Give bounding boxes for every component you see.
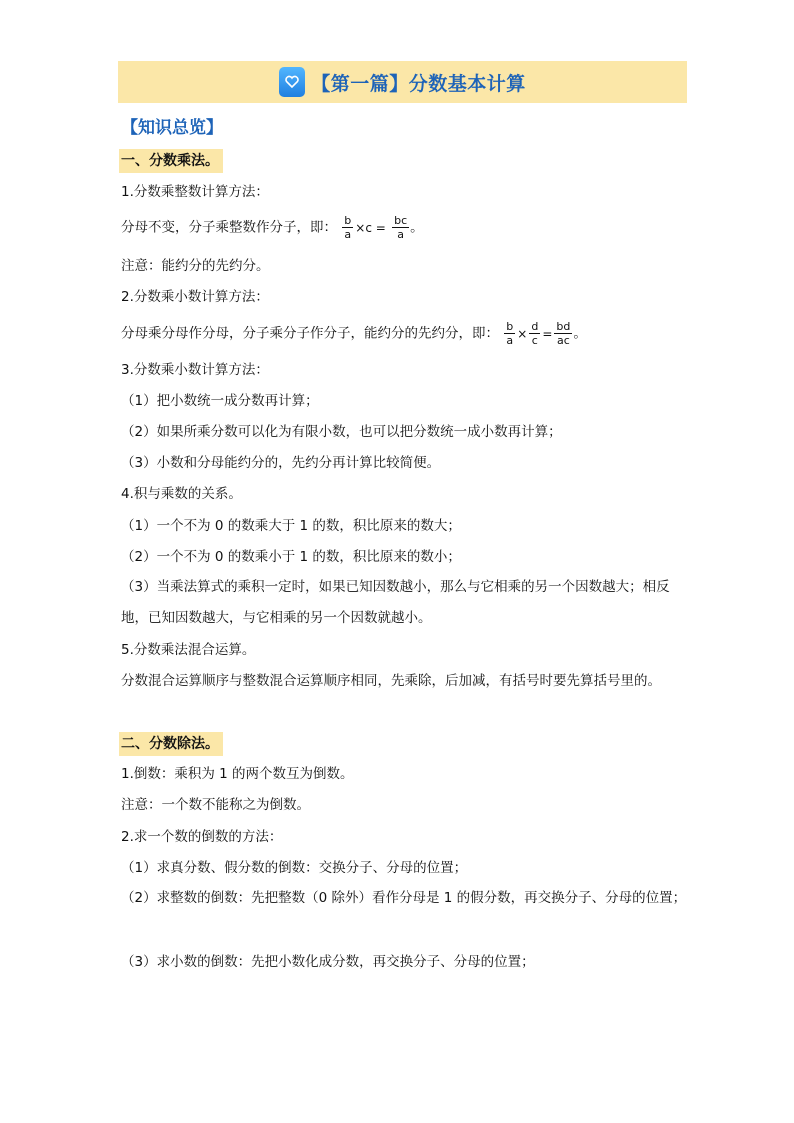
list-item: （1）求真分数、假分数的倒数：交换分子、分母的位置；: [121, 860, 468, 876]
rule-line: [121, 320, 587, 347]
note-line: 注意：一个数不能称之为倒数。: [121, 797, 310, 813]
list-item: （2）一个不为 0 的数乘小于 1 的数，积比原来的数小；: [121, 549, 461, 565]
list-item: （3）当乘法算式的乘积一定时，如果已知因数越小，那么与它相乘的另一个因数越大；相反地，已知因数越大，与它相乘的另一个因数就越小。: [121, 579, 670, 626]
rule-text: 分母不变，分子乘整数作分子，即：: [121, 219, 337, 236]
item-heading: 2.求一个数的倒数的方法：: [121, 829, 283, 845]
rule-text: 分母乘分母作分母，分子乘分子作分子，能约分的先约分，即：: [121, 325, 499, 342]
operator: ×: [517, 326, 528, 341]
note-line: 注意：能约分的先约分。: [121, 258, 270, 274]
section-heading-multiplication: 一、分数乘法。: [119, 149, 223, 173]
fraction: $\frac{b}{a}$: [506, 320, 514, 347]
heart-badge-icon: [279, 67, 305, 97]
fraction: $\frac{d}{c}$: [531, 320, 539, 347]
list-item: （2）如果所乘分数可以化为有限小数，也可以把分数统一成小数再计算；: [121, 424, 562, 440]
item-heading: 1.倒数：乘积为 1 的两个数互为倒数。: [121, 766, 354, 782]
operator: =: [542, 326, 553, 341]
item-heading: 1.分数乘整数计算方法：: [121, 184, 269, 200]
fraction: $\frac{bc}{a}$: [394, 214, 408, 241]
list-item: （1）把小数统一成分数再计算；: [121, 393, 319, 409]
item-heading: 5.分数乘法混合运算。: [121, 642, 256, 658]
formula-end: 。: [410, 219, 424, 236]
page-title: 【第一篇】分数基本计算: [311, 72, 526, 95]
list-item: （3）小数和分母能约分的，先约分再计算比较简便。: [121, 455, 441, 471]
fraction: $\frac{bd}{ac}$: [556, 320, 571, 347]
list-item: （1）一个不为 0 的数乘大于 1 的数，积比原来的数大；: [121, 518, 461, 534]
item-heading: 4.积与乘数的关系。: [121, 486, 242, 502]
formula-end: 。: [573, 325, 587, 342]
item-heading: 3.分数乘小数计算方法：: [121, 362, 269, 378]
overview-heading: 【知识总览】: [121, 118, 223, 138]
operator: ×c =: [355, 220, 386, 235]
section-heading-division: 二、分数除法。: [119, 732, 223, 756]
rule-line: [121, 214, 424, 241]
item-heading: 2.分数乘小数计算方法：: [121, 289, 269, 305]
paragraph: 分数混合运算顺序与整数混合运算顺序相同，先乘除，后加减，有括号时要先算括号里的。: [121, 673, 661, 689]
list-item: （2）求整数的倒数：先把整数（0 除外）看作分母是 1 的假分数，再交换分子、分母的位置；: [121, 890, 687, 906]
title-banner: [118, 61, 687, 103]
fraction: $\frac{b}{a}$: [344, 214, 352, 241]
list-item: （3）求小数的倒数：先把小数化成分数，再交换分子、分母的位置；: [121, 954, 535, 970]
